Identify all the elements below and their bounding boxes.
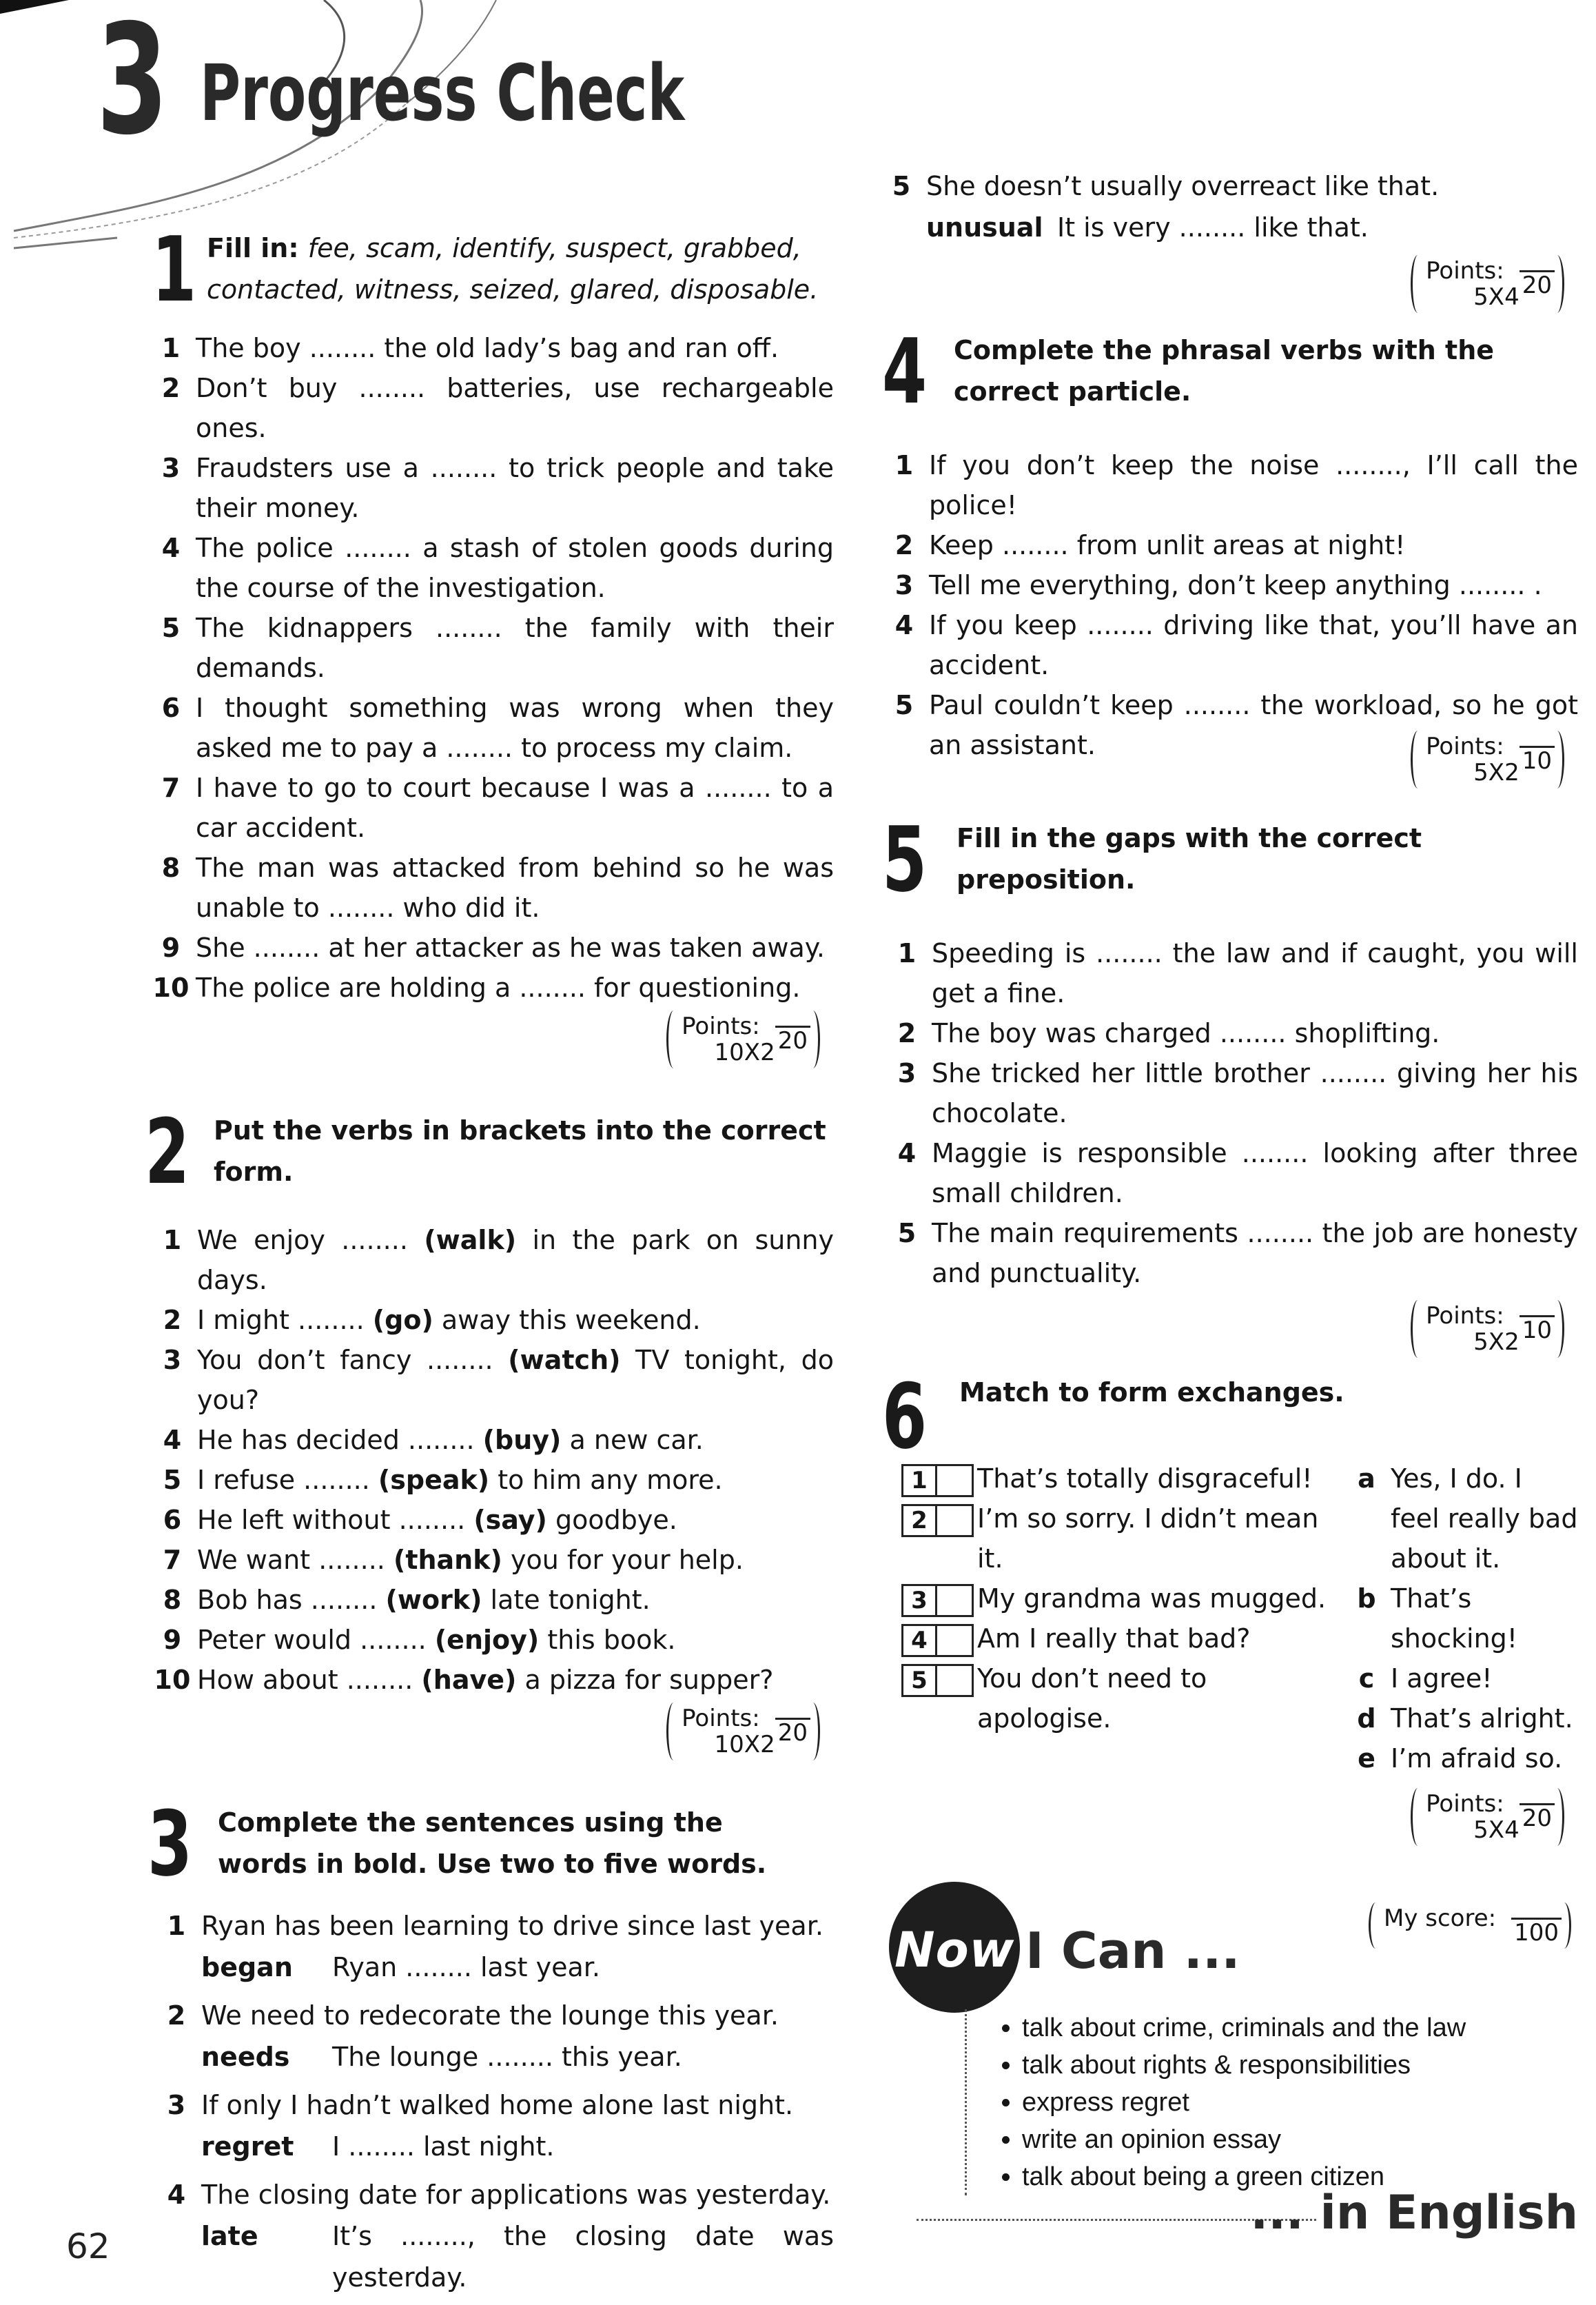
item-number: 1 <box>897 938 917 968</box>
item-text: If you don’t keep the noise ........, I’ll call the police! <box>929 450 1578 520</box>
in-english-tagline: ... in English <box>1250 2186 1578 2240</box>
item-sentence: She doesn’t usually overreact like that. <box>926 171 1440 201</box>
item-number: 4 <box>167 2180 186 2210</box>
item-sentence-row <box>152 2084 834 2126</box>
item-text: Speeding is ........ the law and if caught, you will get a fine. <box>932 938 1578 1008</box>
verb-prompt: (walk) <box>424 1225 517 1255</box>
item-text-before: We enjoy ........ <box>197 1225 424 1255</box>
item-text: Fraudsters use a ........ to trick people and take their money. <box>196 453 834 523</box>
key-word: began <box>201 1952 293 1982</box>
item-text: Tell me everything, don’t keep anything ........ . <box>929 570 1542 600</box>
match-prompt <box>901 1499 1342 1578</box>
item-text: The main requirements ........ the job are honesty and punctuality. <box>932 1218 1578 1288</box>
points-calc: 5X2 <box>1473 1328 1520 1356</box>
exercise-item <box>879 525 1578 565</box>
prompt-number: 3 <box>901 1584 937 1617</box>
match-response <box>1342 1578 1578 1658</box>
exercise-item <box>146 848 834 928</box>
points-label: Points: <box>682 1013 760 1040</box>
response-text: That’s shocking! <box>1391 1583 1518 1654</box>
item-text-after: you for your help. <box>502 1545 744 1575</box>
item-sentence-row <box>152 1905 834 1947</box>
item-number: 5 <box>897 1218 917 1248</box>
exercise-item <box>147 1620 834 1660</box>
item-number: 4 <box>897 1138 917 1168</box>
points-total: 10 <box>1520 746 1555 786</box>
item-text-after: late tonight. <box>482 1585 651 1615</box>
left-column <box>145 217 834 2305</box>
exercise-item <box>147 1220 834 1300</box>
verb-prompt: (speak) <box>378 1465 490 1495</box>
exercise-item <box>147 1580 834 1620</box>
match-prompt <box>901 1578 1342 1618</box>
match-prompt <box>901 1618 1342 1658</box>
verb-prompt: (buy) <box>482 1425 562 1455</box>
answer-box[interactable] <box>901 1658 977 1738</box>
item-text <box>197 1620 834 1660</box>
exercise-item <box>147 1460 834 1500</box>
item-text <box>197 1460 834 1500</box>
prompt-text: Am I really that bad? <box>977 1623 1251 1654</box>
item-number: 3 <box>167 2090 186 2120</box>
item-text-after: away this weekend. <box>433 1305 701 1335</box>
prompt-text: That’s totally disgraceful! <box>977 1463 1313 1494</box>
item-text-before: I refuse ........ <box>197 1465 378 1495</box>
item-text: The police are holding a ........ for questioning. <box>196 973 801 1003</box>
match-response <box>1342 1738 1578 1778</box>
response-text: I agree! <box>1391 1663 1493 1694</box>
item-text: The police ........ a stash of stolen goods during the course of the investigation. <box>196 533 834 603</box>
answer-box[interactable] <box>901 1578 977 1618</box>
key-word: late <box>201 2221 258 2251</box>
exercise-item <box>147 1300 834 1340</box>
item-sentence: Ryan has been learning to drive since last year. <box>201 1911 823 1941</box>
section-3 <box>147 1791 834 1896</box>
points-total: 20 <box>775 1718 810 1758</box>
item-text-after: to him any more. <box>489 1465 723 1495</box>
section-title: Complete the sentences using the words in bold. Use two to five words. <box>218 1807 767 1879</box>
points-calc: 5X4 <box>1473 1816 1520 1844</box>
item-number: 9 <box>163 1625 182 1655</box>
answer-blank[interactable] <box>937 1504 974 1537</box>
item-number: 1 <box>161 333 181 363</box>
item-number: 3 <box>161 453 181 483</box>
prompt-text: You don’t need to apologise. <box>977 1663 1207 1734</box>
item-text: The man was attacked from behind so he was unable to ........ who did it. <box>196 853 834 923</box>
item-number: 4 <box>161 533 181 563</box>
section-5-items <box>882 933 1578 1293</box>
item-text-after: a pizza for supper? <box>516 1665 774 1695</box>
item-number: 8 <box>163 1585 182 1615</box>
exercise-item <box>146 528 834 608</box>
match-response <box>1342 1658 1578 1698</box>
exercise-item <box>882 1013 1578 1053</box>
points-label: Points: <box>1426 1302 1504 1330</box>
section-number: 2 <box>145 1099 190 1204</box>
item-number: 5 <box>894 690 914 720</box>
my-score-total: 100 <box>1511 1918 1562 1946</box>
match-prompt <box>901 1658 1342 1738</box>
response-letter: d <box>1357 1703 1376 1734</box>
section-title: Put the verbs in brackets into the correct form. <box>214 1115 826 1187</box>
section-3-continued <box>877 165 1578 248</box>
right-column <box>882 165 1578 1846</box>
item-text: Don’t buy ........ batteries, use rechargeable ones. <box>196 373 834 443</box>
my-score-box <box>1369 1902 1571 1949</box>
can-do-item: • express regret <box>1022 2084 1466 2121</box>
answer-frame: It is very ........ like that. <box>1057 212 1369 243</box>
item-number: 8 <box>161 853 181 883</box>
item-text-before: He has decided ........ <box>197 1425 483 1455</box>
points-total: 20 <box>1520 1803 1555 1843</box>
section-number: 5 <box>882 807 928 912</box>
prompt-number: 2 <box>901 1504 937 1537</box>
item-answer-row <box>152 2036 834 2078</box>
can-do-item: • write an opinion essay <box>1022 2121 1466 2158</box>
points-label: Points: <box>1426 257 1504 285</box>
points-total: 20 <box>1520 270 1555 310</box>
key-word: unusual <box>926 212 1043 243</box>
item-number: 4 <box>894 610 914 640</box>
item-text: The kidnappers ........ the family with their demands. <box>196 613 834 683</box>
item-text: Keep ........ from unlit areas at night! <box>929 530 1406 560</box>
points-calc: 5X4 <box>1473 283 1520 311</box>
can-do-item: • talk about crime, criminals and the law <box>1022 2009 1466 2047</box>
item-answer-row <box>877 207 1578 248</box>
exercise-item <box>146 968 834 1008</box>
match-responses <box>1342 1459 1578 1778</box>
item-number: 1 <box>894 450 914 480</box>
answer-box[interactable] <box>901 1618 977 1658</box>
section-number: 6 <box>882 1364 928 1469</box>
item-number: 6 <box>161 693 181 723</box>
can-do-item: • talk about rights & responsibilities <box>1022 2047 1466 2084</box>
match-prompts <box>901 1459 1342 1778</box>
exercise-item <box>146 448 834 528</box>
item-number: 6 <box>163 1505 182 1535</box>
item-text <box>197 1420 834 1460</box>
response-text: I’m afraid so. <box>1391 1743 1563 1774</box>
points-box <box>882 255 1578 313</box>
exercise-item <box>146 368 834 448</box>
item-answer-row <box>152 2215 834 2298</box>
section-2-items <box>147 1220 834 1700</box>
answer-frame: The lounge ........ this year. <box>332 2042 682 2072</box>
item-number: 5 <box>161 613 181 643</box>
can-do-list <box>965 2009 1466 2195</box>
word-bank: fee, scam, identify, suspect, grabbed, contacted, witness, seized, glared, disposable. <box>207 233 819 305</box>
item-number: 10 <box>152 973 190 1003</box>
item-text: She tricked her little brother ........ giving her his chocolate. <box>932 1058 1578 1128</box>
points-box <box>882 1300 1578 1358</box>
points-calc: 10X2 <box>714 1039 775 1066</box>
item-text: The boy was charged ........ shoplifting. <box>932 1018 1440 1048</box>
verb-prompt: (say) <box>473 1505 547 1535</box>
item-sentence-row <box>877 165 1578 207</box>
item-text-before: He left without ........ <box>197 1505 474 1535</box>
exercise-item <box>882 1133 1578 1213</box>
item-number: 1 <box>167 1911 186 1941</box>
item-number: 10 <box>154 1665 191 1695</box>
prompt-text: I’m so sorry. I didn’t mean it. <box>977 1503 1319 1574</box>
item-text <box>197 1300 834 1340</box>
exercise-item <box>146 328 834 368</box>
exercise-item <box>146 768 834 848</box>
section-6 <box>882 1364 1578 1469</box>
item-number: 5 <box>163 1465 182 1495</box>
item-text-after: goodbye. <box>546 1505 677 1535</box>
item-text-after: this book. <box>539 1625 676 1655</box>
page-title: Progress Check <box>200 49 685 139</box>
answer-blank[interactable] <box>937 1664 974 1697</box>
now-i-can-panel <box>889 1882 1578 2240</box>
answer-blank[interactable] <box>937 1624 974 1657</box>
section-2 <box>145 1099 834 1204</box>
item-number: 3 <box>897 1058 917 1088</box>
answer-blank[interactable] <box>937 1464 974 1497</box>
answer-blank[interactable] <box>937 1584 974 1617</box>
response-letter: b <box>1357 1583 1376 1614</box>
now-badge-label: Now <box>894 1922 1015 1978</box>
exercise-item <box>147 1500 834 1540</box>
verb-prompt: (go) <box>372 1305 433 1335</box>
item-number: 2 <box>163 1305 182 1335</box>
response-text: Yes, I do. I feel really bad about it. <box>1391 1463 1578 1574</box>
exercise-item <box>146 688 834 768</box>
points-total: 10 <box>1520 1315 1555 1355</box>
transformation-item <box>152 2084 834 2167</box>
item-number: 2 <box>167 2000 186 2031</box>
item-number: 3 <box>894 570 914 600</box>
page-number: 62 <box>66 2226 110 2266</box>
exercise-item <box>882 1053 1578 1133</box>
key-word: needs <box>201 2042 290 2072</box>
item-text-before: I might ........ <box>197 1305 373 1335</box>
response-letter: a <box>1358 1463 1375 1494</box>
item-number: 9 <box>161 933 181 963</box>
section-title: Fill in the gaps with the correct preposition. <box>956 823 1422 895</box>
exercise-item <box>147 1340 834 1420</box>
section-number: 4 <box>882 319 928 424</box>
answer-frame: It’s ........, the closing date was yesterday. <box>332 2221 834 2293</box>
verb-prompt: (enjoy) <box>434 1625 540 1655</box>
exercise-item <box>882 1213 1578 1293</box>
match-prompt <box>901 1459 1342 1499</box>
points-label: Points: <box>1426 733 1504 760</box>
i-can-heading: I Can ... <box>1025 1922 1240 1980</box>
verb-prompt: (thank) <box>393 1545 502 1575</box>
points-box <box>152 1011 834 1068</box>
section-4-items <box>879 445 1578 765</box>
my-score <box>1369 1902 1571 1949</box>
item-text-after: TV tonight, do you? <box>197 1345 834 1415</box>
item-text <box>197 1540 834 1580</box>
item-text-before: You don’t fancy ........ <box>197 1345 509 1375</box>
response-letter: c <box>1358 1663 1375 1694</box>
item-sentence: If only I hadn’t walked home alone last night. <box>201 2090 794 2120</box>
points-total: 20 <box>775 1026 810 1066</box>
unit-number: 3 <box>96 0 169 168</box>
exercise-item <box>146 608 834 688</box>
item-sentence-row <box>152 1995 834 2036</box>
prompt-number: 5 <box>901 1664 937 1697</box>
points-score <box>666 1011 820 1068</box>
item-text-before: Bob has ........ <box>197 1585 386 1615</box>
points-label: Points: <box>1426 1790 1504 1818</box>
exercise-item <box>879 605 1578 685</box>
section-3-items <box>152 1905 834 2298</box>
item-number: 1 <box>163 1225 182 1255</box>
exercise-item <box>879 445 1578 525</box>
section-4 <box>882 319 1578 424</box>
section-5 <box>882 807 1578 912</box>
item-text: Paul couldn’t keep ........ the workload, so he got an assistant. <box>929 690 1578 760</box>
match-response <box>1342 1698 1578 1738</box>
item-number: 4 <box>163 1425 182 1455</box>
matching-exercise <box>901 1459 1578 1778</box>
answer-box[interactable] <box>901 1499 977 1578</box>
points-box <box>152 1703 834 1760</box>
item-number: 2 <box>894 530 914 560</box>
item-text-before: How about ........ <box>197 1665 422 1695</box>
section-title: Complete the phrasal verbs with the correct particle. <box>954 335 1495 407</box>
section-number: 3 <box>147 1791 193 1896</box>
transformation-item <box>877 165 1578 248</box>
key-word: regret <box>201 2131 294 2162</box>
item-text: I thought something was wrong when they asked me to pay a ........ to process my claim. <box>196 693 834 763</box>
points-score <box>1411 731 1564 789</box>
points-label: Points: <box>682 1705 760 1732</box>
item-text-before: Peter would ........ <box>197 1625 435 1655</box>
item-sentence: The closing date for applications was yesterday. <box>201 2180 831 2210</box>
exercise-item <box>146 928 834 968</box>
verb-prompt: (have) <box>421 1665 517 1695</box>
item-text <box>197 1580 834 1620</box>
prompt-number: 4 <box>901 1624 937 1657</box>
section-title-lead: Fill in: <box>207 233 308 263</box>
points-score <box>1411 1300 1564 1358</box>
response-text: That’s alright. <box>1391 1703 1573 1734</box>
item-text-after: a new car. <box>561 1425 704 1455</box>
verb-prompt: (watch) <box>508 1345 621 1375</box>
exercise-item <box>147 1660 834 1700</box>
section-number: 1 <box>152 217 197 322</box>
section-1 <box>152 217 834 322</box>
points-box <box>882 1788 1578 1846</box>
transformation-item <box>152 1995 834 2078</box>
section-title: Match to form exchanges. <box>959 1377 1344 1408</box>
item-text <box>197 1220 834 1300</box>
section-title <box>207 227 834 310</box>
page-header <box>0 0 689 221</box>
item-text <box>197 1500 834 1540</box>
answer-frame: Ryan ........ last year. <box>332 1952 600 1982</box>
item-text: She ........ at her attacker as he was taken away. <box>196 933 825 963</box>
item-text: If you keep ........ driving like that, you’ll have an accident. <box>929 610 1578 680</box>
item-sentence: We need to redecorate the lounge this year. <box>201 2000 779 2031</box>
item-sentence-row <box>152 2174 834 2215</box>
exercise-item <box>147 1420 834 1460</box>
answer-frame: I ........ last night. <box>332 2131 555 2162</box>
match-response <box>1342 1459 1578 1578</box>
prompt-text: My grandma was mugged. <box>977 1583 1327 1614</box>
item-answer-row <box>152 1947 834 1988</box>
section-1-items <box>146 328 834 1008</box>
transformation-item <box>152 1905 834 1988</box>
item-text <box>197 1660 834 1700</box>
exercise-item <box>879 565 1578 605</box>
item-number: 5 <box>892 171 911 201</box>
item-text-after: in the park on sunny days. <box>197 1225 834 1295</box>
points-calc: 10X2 <box>714 1731 775 1758</box>
points-score <box>666 1703 820 1760</box>
transformation-item <box>152 2174 834 2298</box>
item-number: 7 <box>163 1545 182 1575</box>
item-answer-row <box>152 2126 834 2167</box>
my-score-label: My score: <box>1384 1905 1497 1932</box>
item-text: I have to go to court because I was a ........ to a car accident. <box>196 773 834 843</box>
verb-prompt: (work) <box>385 1585 482 1615</box>
item-number: 7 <box>161 773 181 803</box>
item-text <box>197 1340 834 1420</box>
exercise-item <box>147 1540 834 1580</box>
exercise-item <box>882 933 1578 1013</box>
item-text: Maggie is responsible ........ looking after three small children. <box>932 1138 1578 1208</box>
points-score <box>1411 255 1564 313</box>
item-number: 2 <box>897 1018 917 1048</box>
item-number: 3 <box>163 1345 182 1375</box>
item-text-before: We want ........ <box>197 1545 393 1575</box>
prompt-number: 1 <box>901 1464 937 1497</box>
points-score <box>1411 1788 1564 1846</box>
item-text: The boy ........ the old lady’s bag and ran off. <box>196 333 779 363</box>
points-calc: 5X2 <box>1473 759 1520 786</box>
response-letter: e <box>1358 1743 1375 1774</box>
can-do-item: • talk about being a green citizen <box>1022 2158 1466 2195</box>
item-number: 2 <box>161 373 181 403</box>
